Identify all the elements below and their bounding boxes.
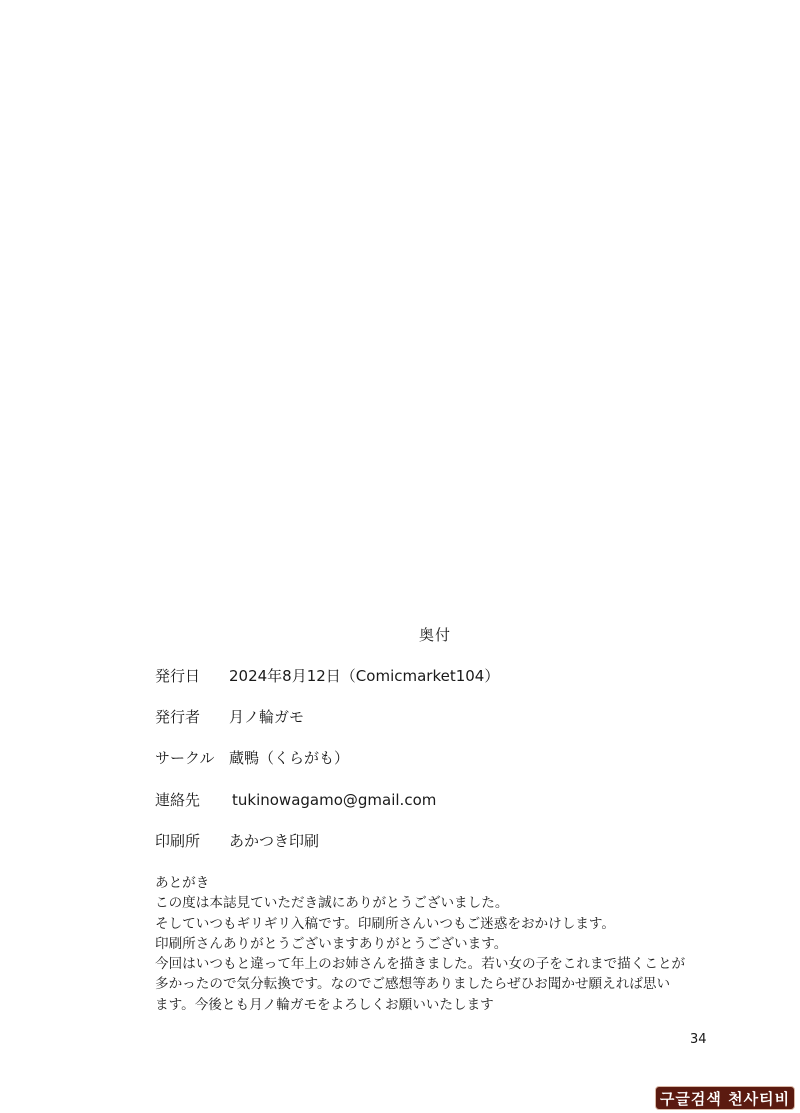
afterword-line: 印刷所さんありがとうございますありがとうございます。: [155, 935, 508, 952]
colophon-row-publish-date: [155, 666, 499, 686]
colophon-row-contact: [155, 790, 436, 810]
afterword-heading: あとがき: [155, 875, 210, 891]
colophon-label: 印刷所: [155, 832, 201, 850]
afterword-line: そしていつもギリギリ入稿です。印刷所さんいつもご迷惑をおかけします。: [155, 915, 616, 932]
afterword-line: 今回はいつもと違って年上のお姉さんを描きました。若い女の子をこれまで描くことが: [155, 956, 686, 973]
colophon-title: 奥付: [418, 626, 451, 644]
colophon-value: 蔵鴨（くらがも）: [229, 749, 350, 767]
colophon-row-publisher: [155, 707, 304, 727]
colophon-label: サークル: [155, 749, 215, 767]
afterword: [155, 873, 755, 1015]
colophon-row-printer: [155, 831, 319, 851]
afterword-line: この度は本誌見ていただき誠にありがとうございました。: [155, 895, 509, 912]
page-number: 34: [690, 1032, 707, 1047]
colophon-value: あかつき印刷: [229, 832, 320, 850]
colophon-label: 発行者: [155, 708, 201, 726]
colophon-label: 連絡先: [155, 791, 201, 809]
afterword-line: 多かったので気分転換です。なのでご感想等ありましたらぜひお聞かせ願えれば思い: [155, 976, 671, 993]
watermark-badge: 구글검색 천사티비: [655, 1086, 795, 1110]
contact-email: tukinowagamo@gmail.com: [232, 791, 437, 809]
colophon-label: 発行日: [155, 667, 201, 685]
colophon-value: 月ノ輪ガモ: [229, 708, 305, 726]
colophon-value: 2024年8月12日（Comicmarket104）: [229, 667, 500, 685]
afterword-line: ます。今後とも月ノ輪ガモをよろしくお願いいたします: [155, 996, 494, 1013]
colophon-row-circle: [155, 748, 349, 768]
